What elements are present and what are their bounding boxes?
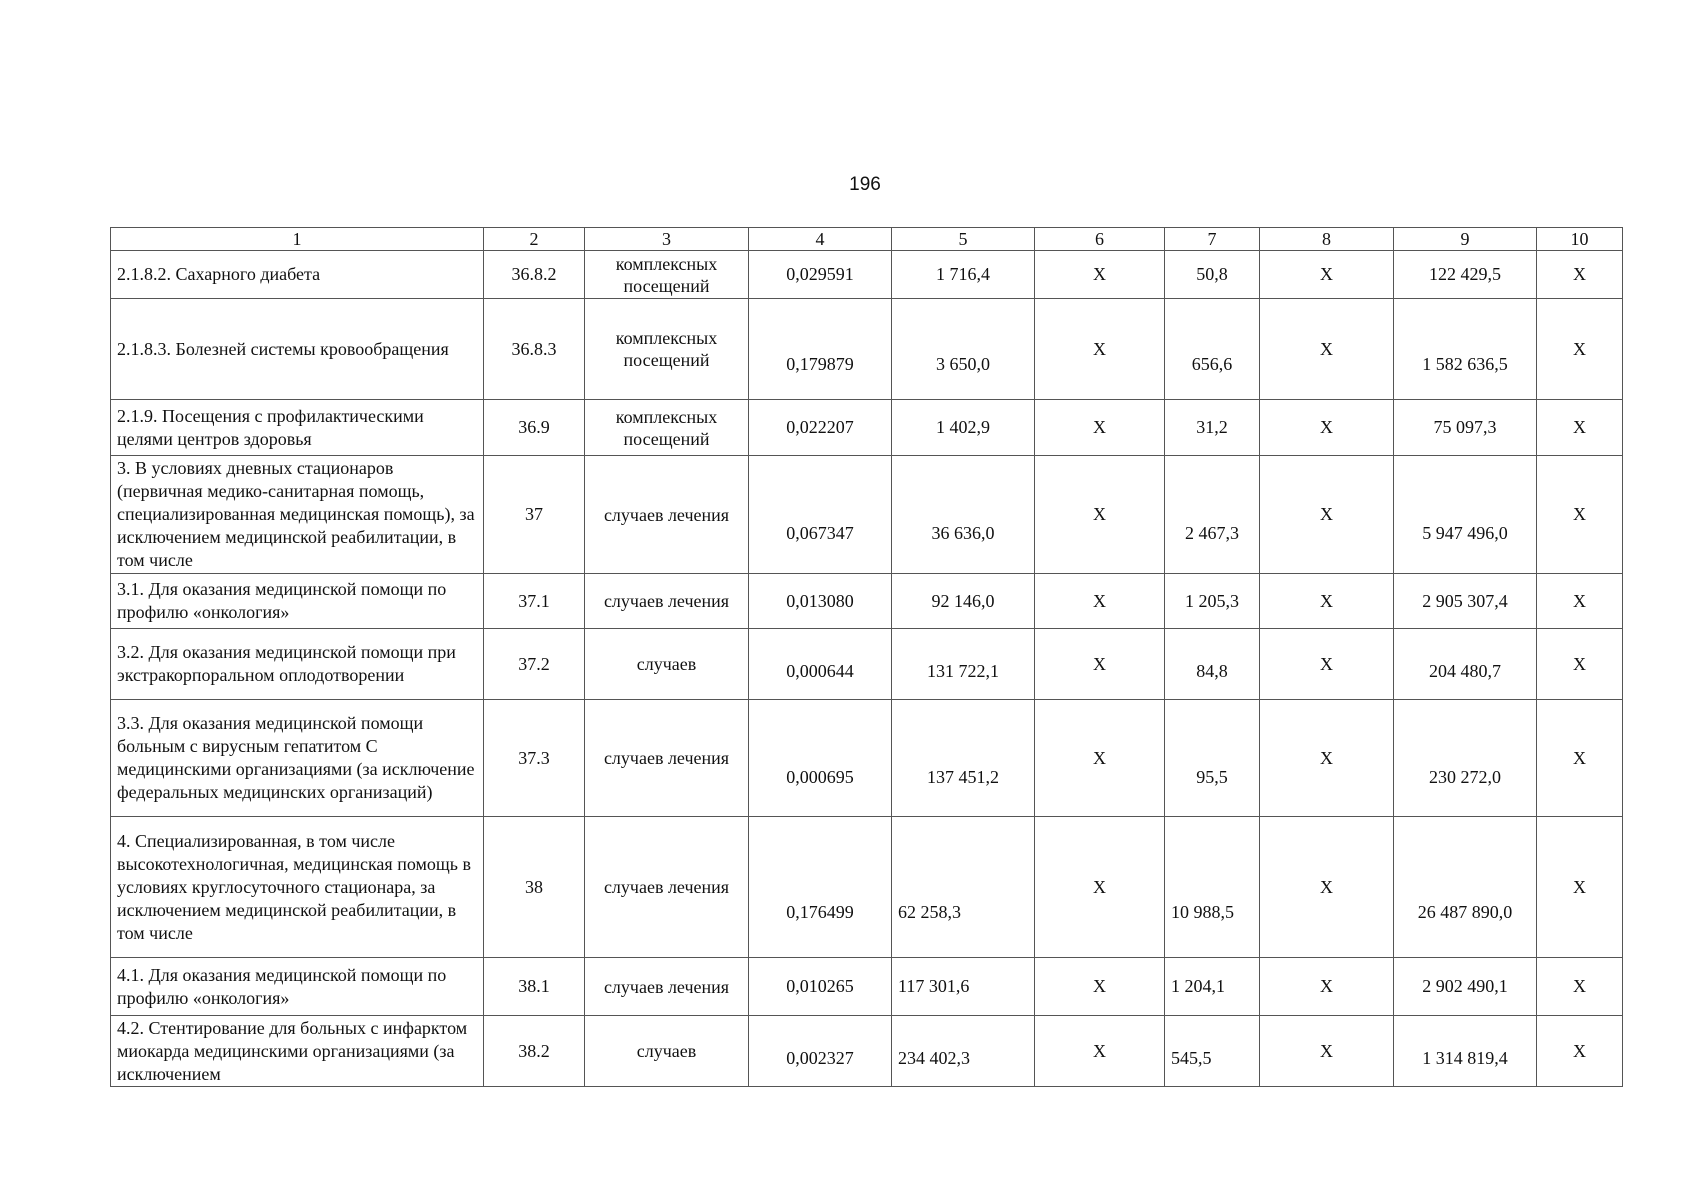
row-unit: комплексных посещений <box>585 400 749 456</box>
row-unit: случаев <box>585 629 749 700</box>
page-number: 196 <box>849 174 881 195</box>
row-value-4: 0,013080 <box>749 574 892 629</box>
row-value-9: 5 947 496,0 <box>1394 456 1537 574</box>
header-row <box>111 228 1623 251</box>
header-cell: 9 <box>1394 228 1537 251</box>
row-value-8: X <box>1260 700 1394 817</box>
row-code: 36.8.2 <box>484 251 585 299</box>
row-value-6: X <box>1035 958 1165 1016</box>
row-value-9: 75 097,3 <box>1394 400 1537 456</box>
row-value-10: X <box>1537 299 1623 400</box>
row-value-4: 0,010265 <box>749 958 892 1016</box>
row-value-4: 0,176499 <box>749 817 892 958</box>
row-value-8: X <box>1260 456 1394 574</box>
row-name: 2.1.9. Посещения с профилактическими целями центров здоровья <box>111 400 484 456</box>
row-value-5: 131 722,1 <box>892 629 1035 700</box>
table-row <box>111 958 1623 1016</box>
row-value-9: 26 487 890,0 <box>1394 817 1537 958</box>
row-unit: случаев лечения <box>585 700 749 817</box>
row-value-5: 234 402,3 <box>892 1016 1035 1087</box>
row-value-4: 0,022207 <box>749 400 892 456</box>
row-value-7: 545,5 <box>1165 1016 1260 1087</box>
header-cell: 4 <box>749 228 892 251</box>
row-value-9: 2 902 490,1 <box>1394 958 1537 1016</box>
header-cell: 7 <box>1165 228 1260 251</box>
row-value-7: 10 988,5 <box>1165 817 1260 958</box>
row-value-10: X <box>1537 251 1623 299</box>
row-value-5: 117 301,6 <box>892 958 1035 1016</box>
header-cell: 5 <box>892 228 1035 251</box>
row-value-7: 1 204,1 <box>1165 958 1260 1016</box>
row-value-8: X <box>1260 400 1394 456</box>
header-cell: 1 <box>111 228 484 251</box>
row-code: 38 <box>484 817 585 958</box>
row-value-9: 230 272,0 <box>1394 700 1537 817</box>
table-row <box>111 1016 1623 1087</box>
row-value-4: 0,000644 <box>749 629 892 700</box>
row-value-8: X <box>1260 958 1394 1016</box>
row-code: 36.8.3 <box>484 299 585 400</box>
row-value-10: X <box>1537 958 1623 1016</box>
row-value-9: 1 582 636,5 <box>1394 299 1537 400</box>
row-name: 3.3. Для оказания медицинской помощи больным с вирусным гепатитом С медицинскими организациями (за исключение федеральных медицинских организаций) <box>111 700 484 817</box>
row-value-9: 2 905 307,4 <box>1394 574 1537 629</box>
row-name: 3.2. Для оказания медицинской помощи при экстракорпоральном оплодотворении <box>111 629 484 700</box>
row-name: 2.1.8.3. Болезней системы кровообращения <box>111 299 484 400</box>
row-value-10: X <box>1537 629 1623 700</box>
row-code: 38.2 <box>484 1016 585 1087</box>
header-cell: 8 <box>1260 228 1394 251</box>
row-name: 3.1. Для оказания медицинской помощи по профилю «онкология» <box>111 574 484 629</box>
row-name: 4.2. Стентирование для больных с инфарктом миокарда медицинскими организациями (за исключением <box>111 1016 484 1087</box>
row-value-4: 0,000695 <box>749 700 892 817</box>
header-cell: 10 <box>1537 228 1623 251</box>
row-code: 37.3 <box>484 700 585 817</box>
row-unit: комплексных посещений <box>585 299 749 400</box>
row-value-10: X <box>1537 400 1623 456</box>
row-name: 4.1. Для оказания медицинской помощи по профилю «онкология» <box>111 958 484 1016</box>
table-row <box>111 817 1623 958</box>
header-cell: 3 <box>585 228 749 251</box>
row-value-10: X <box>1537 700 1623 817</box>
table-row <box>111 629 1623 700</box>
header-cell: 6 <box>1035 228 1165 251</box>
row-value-6: X <box>1035 574 1165 629</box>
row-value-4: 0,002327 <box>749 1016 892 1087</box>
row-value-5: 92 146,0 <box>892 574 1035 629</box>
row-value-4: 0,029591 <box>749 251 892 299</box>
row-name: 4. Специализированная, в том числе высокотехнологичная, медицинская помощь в условиях круглосуточного стационара, за исключением медицинской реабилитации, в том числе <box>111 817 484 958</box>
row-value-5: 3 650,0 <box>892 299 1035 400</box>
row-unit: случаев лечения <box>585 958 749 1016</box>
row-value-9: 1 314 819,4 <box>1394 1016 1537 1087</box>
row-value-7: 31,2 <box>1165 400 1260 456</box>
row-code: 37 <box>484 456 585 574</box>
row-value-7: 84,8 <box>1165 629 1260 700</box>
row-value-6: X <box>1035 251 1165 299</box>
row-unit: комплексных посещений <box>585 251 749 299</box>
row-value-7: 50,8 <box>1165 251 1260 299</box>
data-table <box>110 227 1623 1087</box>
row-value-4: 0,179879 <box>749 299 892 400</box>
row-value-5: 137 451,2 <box>892 700 1035 817</box>
row-code: 37.1 <box>484 574 585 629</box>
table-row <box>111 456 1623 574</box>
header-cell: 2 <box>484 228 585 251</box>
row-value-6: X <box>1035 299 1165 400</box>
table-row <box>111 400 1623 456</box>
row-code: 38.1 <box>484 958 585 1016</box>
row-value-5: 62 258,3 <box>892 817 1035 958</box>
row-value-10: X <box>1537 456 1623 574</box>
row-value-8: X <box>1260 1016 1394 1087</box>
row-code: 36.9 <box>484 400 585 456</box>
row-value-4: 0,067347 <box>749 456 892 574</box>
row-value-5: 1 402,9 <box>892 400 1035 456</box>
row-code: 37.2 <box>484 629 585 700</box>
row-value-8: X <box>1260 629 1394 700</box>
row-value-5: 36 636,0 <box>892 456 1035 574</box>
row-value-6: X <box>1035 629 1165 700</box>
row-value-8: X <box>1260 299 1394 400</box>
row-value-10: X <box>1537 1016 1623 1087</box>
table-row <box>111 574 1623 629</box>
row-value-9: 204 480,7 <box>1394 629 1537 700</box>
row-value-6: X <box>1035 700 1165 817</box>
row-value-7: 656,6 <box>1165 299 1260 400</box>
row-unit: случаев лечения <box>585 574 749 629</box>
row-value-8: X <box>1260 574 1394 629</box>
table-row <box>111 299 1623 400</box>
row-value-6: X <box>1035 817 1165 958</box>
row-value-9: 122 429,5 <box>1394 251 1537 299</box>
row-unit: случаев лечения <box>585 817 749 958</box>
row-unit: случаев <box>585 1016 749 1087</box>
row-value-6: X <box>1035 456 1165 574</box>
row-value-6: X <box>1035 1016 1165 1087</box>
row-unit: случаев лечения <box>585 456 749 574</box>
row-value-7: 2 467,3 <box>1165 456 1260 574</box>
row-value-10: X <box>1537 817 1623 958</box>
row-value-5: 1 716,4 <box>892 251 1035 299</box>
table-row <box>111 700 1623 817</box>
row-value-6: X <box>1035 400 1165 456</box>
table-row <box>111 251 1623 299</box>
row-value-7: 1 205,3 <box>1165 574 1260 629</box>
row-name: 3. В условиях дневных стационаров (первичная медико-санитарная помощь, специализированная медицинская помощь), за исключением медицинской реабилитации, в том числе <box>111 456 484 574</box>
row-value-8: X <box>1260 817 1394 958</box>
row-name: 2.1.8.2. Сахарного диабета <box>111 251 484 299</box>
row-value-10: X <box>1537 574 1623 629</box>
row-value-8: X <box>1260 251 1394 299</box>
row-value-7: 95,5 <box>1165 700 1260 817</box>
